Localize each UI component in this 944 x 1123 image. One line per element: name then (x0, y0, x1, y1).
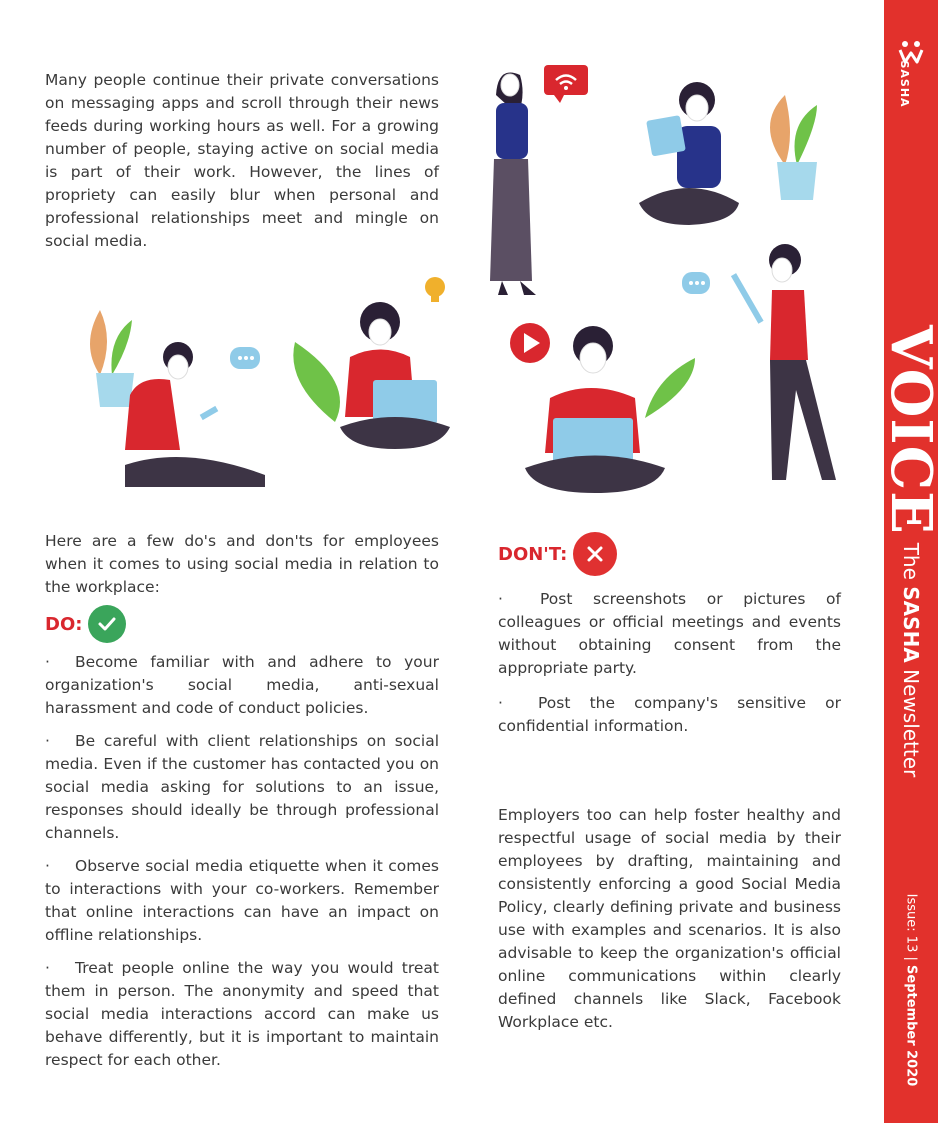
dos-section (45, 530, 439, 1082)
tablet-icon (646, 115, 686, 156)
plant-illustration (765, 90, 825, 205)
do-item: · Treat people online the way you would treat them in person. The anonymity and speed that social media interactions accord can make us behave differently, but it is important to maintain respect for each other. (45, 959, 439, 1069)
woman-tablet-illustration (625, 78, 750, 238)
do-item: · Observe social media etiquette when it comes to interactions with your co-workers. Remember that online interactions can have an impact on offline relationships. (45, 857, 439, 944)
dos-intro-text: Here are a few do's and don'ts for employees when it comes to using social media in relation to the workplace: (45, 532, 439, 596)
do-item: · Be careful with client relationships on social media. Even if the customer has contacted you on social media asking for solutions to an issue, responses should ideally be through professional channels. (45, 732, 439, 842)
sidebar (878, 0, 944, 1123)
man-phone-illustration (80, 305, 300, 500)
man-walking-illustration (680, 240, 845, 495)
intro-paragraph (45, 69, 439, 253)
intro-text: Many people continue their private conversations on messaging apps and scroll through their news feeds during working hours as well. For a growing number of people, staying active on social media is part of their work. However, the lines of propriety can easily blur when personal and professional relationships meet and mingle on social media. (45, 71, 439, 250)
woman-laptop-illustration (285, 262, 460, 467)
cross-icon (573, 532, 617, 576)
voice-title: VOICE (878, 325, 944, 535)
employers-paragraph (498, 804, 841, 1034)
issue-info: Issue: 13 | September 2020 (903, 893, 919, 1087)
woman-phone-illustration (480, 55, 600, 305)
check-icon (88, 605, 126, 643)
lightbulb-icon (425, 277, 445, 297)
newsletter-name: The SASHA Newsletter (899, 542, 923, 778)
dont-item: · Post the company's sensitive or confidential information. (498, 694, 841, 735)
dont-item: · Post screenshots or pictures of colleagues or official meetings and events without obtaining consent from the appropriate party. (498, 590, 841, 677)
do-heading-label: DO: (45, 613, 83, 635)
employers-text: Employers too can help foster healthy and respectful usage of social media by their employees by drafting, maintaining and consistently enforcing a good Social Media Policy, clearly defining private and business use with examples and scenarios. It is also advisable to keep the organization's official online communications within clearly defined channels like Slack, Facebook Workplace etc. (498, 806, 841, 1031)
sasha-logo-text: SASHA (898, 60, 911, 108)
dont-heading-label: DON'T: (498, 543, 568, 565)
dont-section (498, 532, 841, 748)
do-heading (45, 605, 439, 643)
do-item: · Become familiar with and adhere to your organization's social media, anti-sexual harassment and code of conduct policies. (45, 653, 439, 717)
wifi-bubble-icon (544, 65, 588, 95)
dont-heading (498, 532, 841, 576)
